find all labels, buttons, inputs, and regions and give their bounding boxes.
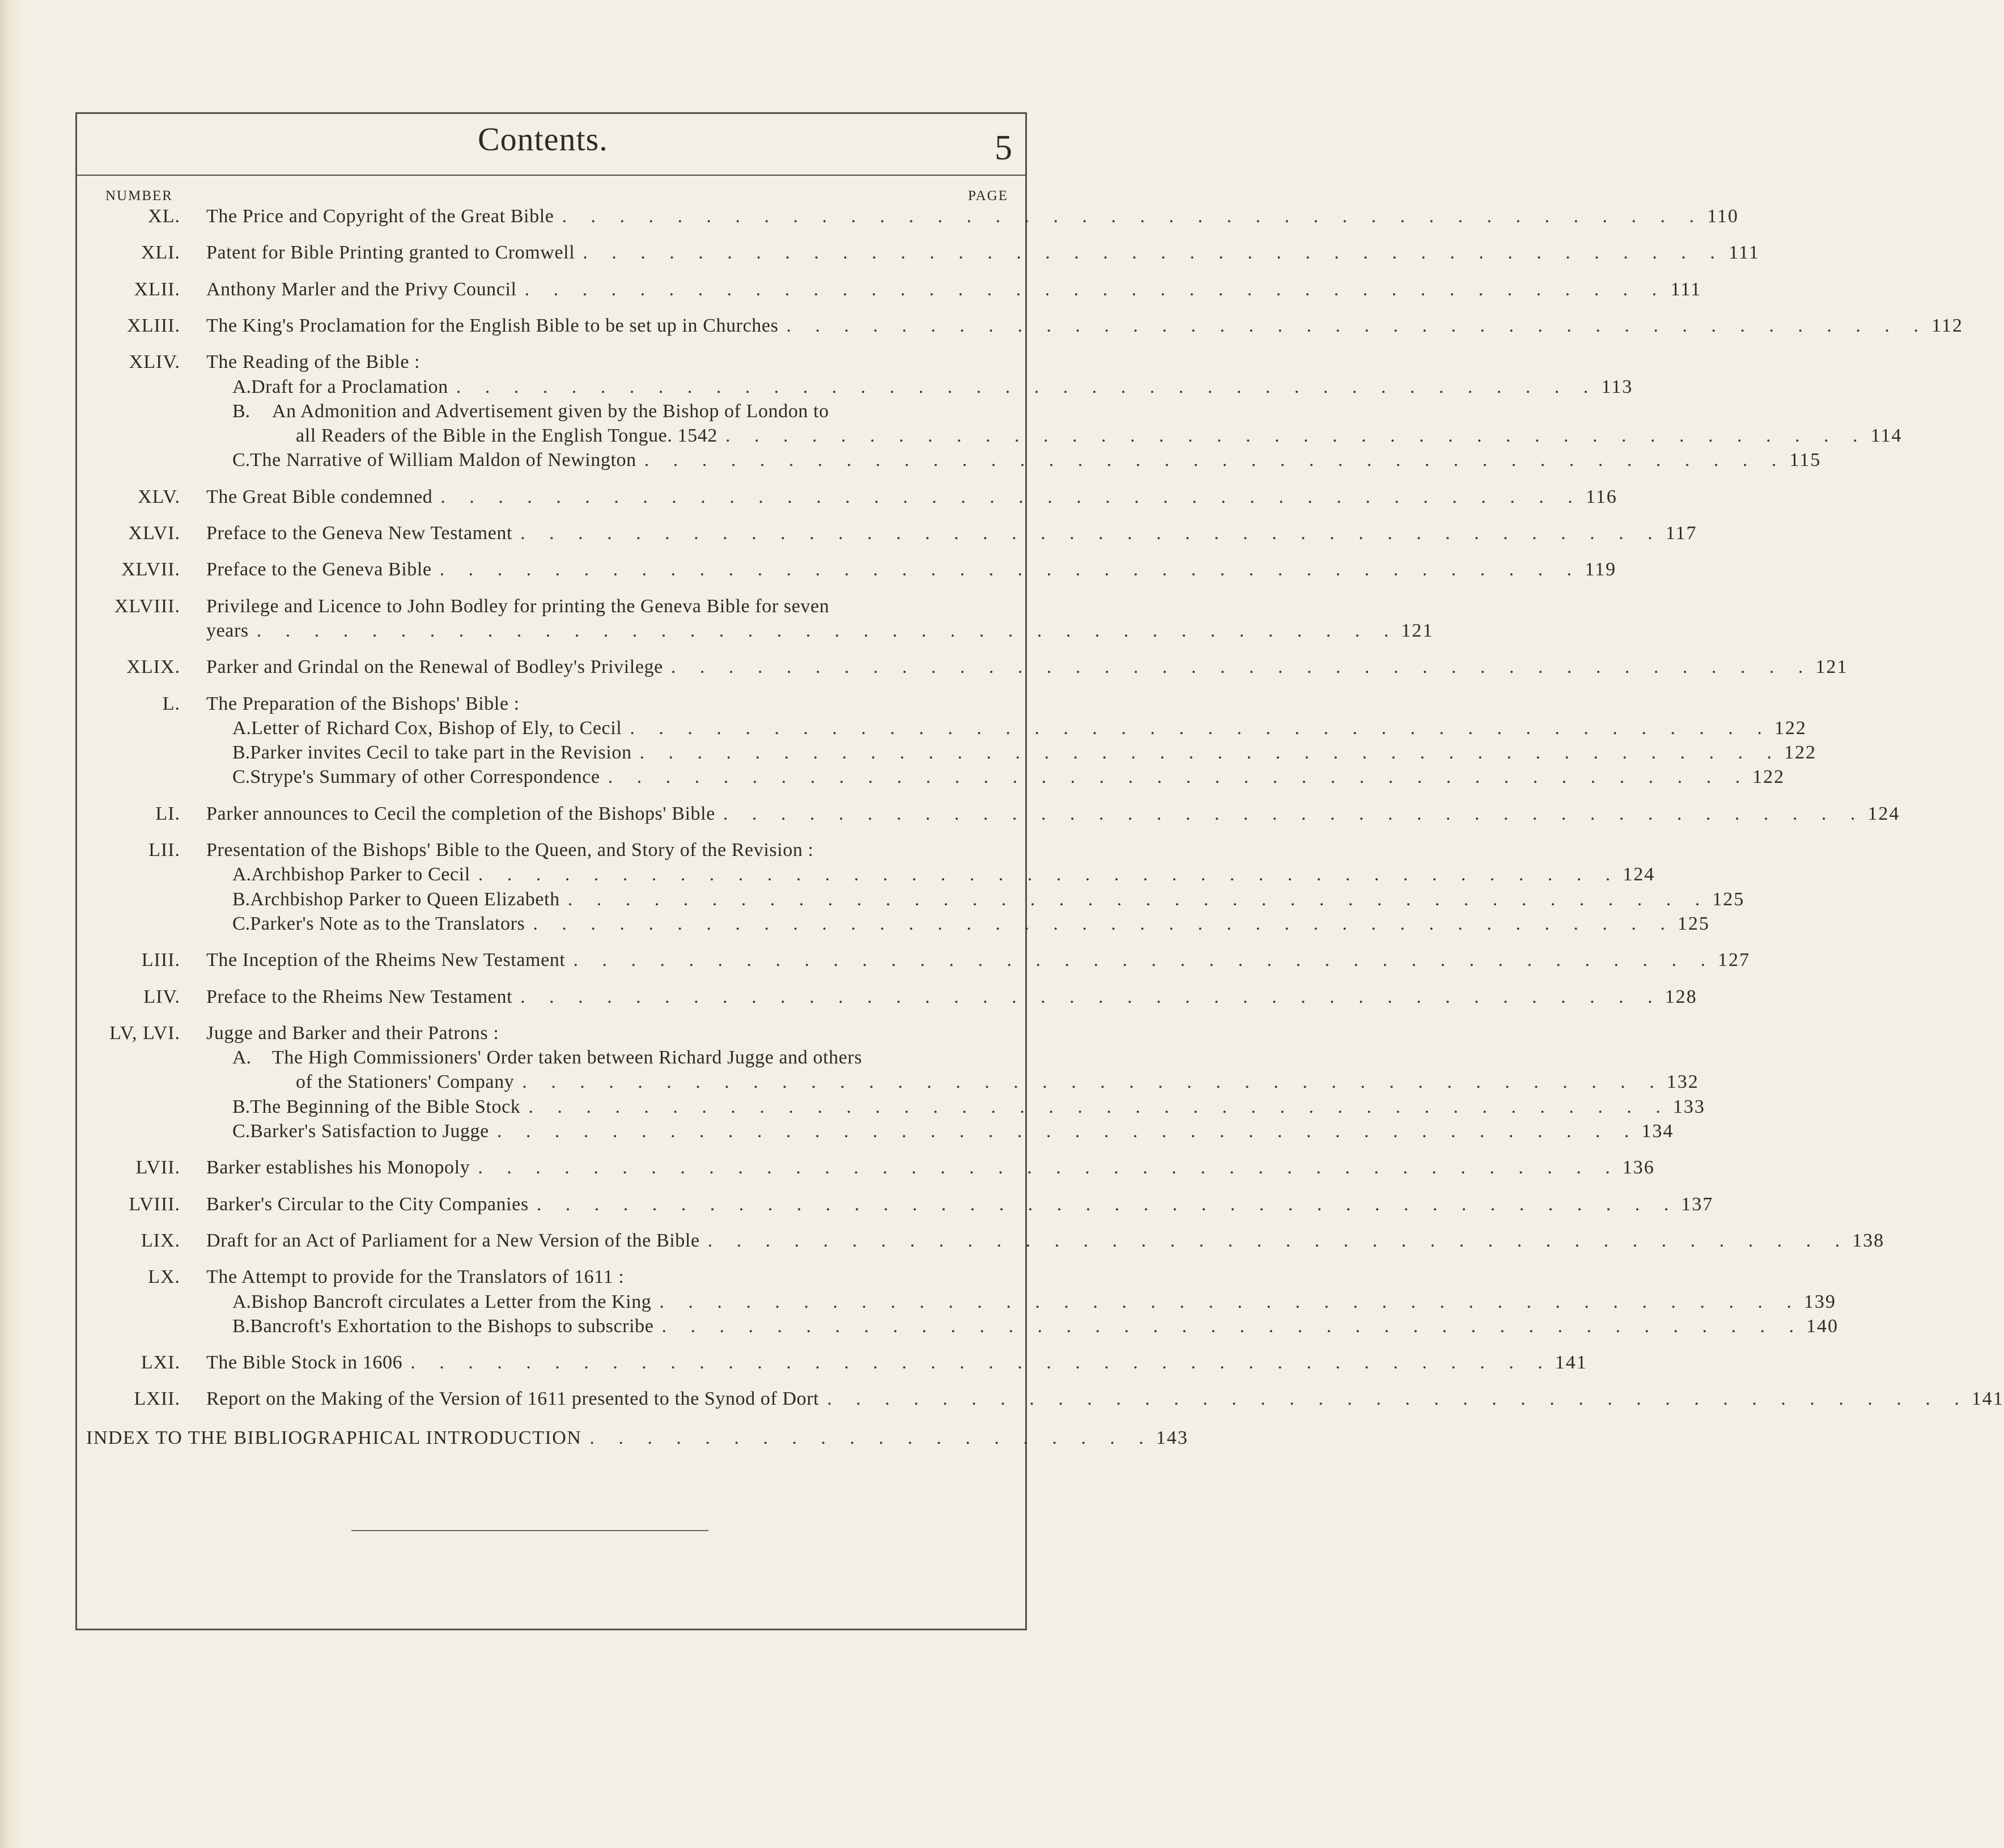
entry-title: The Inception of the Rheims New Testament — [206, 950, 566, 971]
page-number: 5 — [995, 129, 1012, 167]
entry-title: The King's Proclamation for the English Bible to be set up in Churches — [206, 315, 779, 336]
entry-title: The Bible Stock in 1606 — [206, 1352, 403, 1374]
toc-line — [206, 692, 1020, 717]
entry-title: Parker and Grindal on the Renewal of Bodley's Privilege — [206, 656, 663, 678]
entry-page-number: 117 — [1665, 523, 1697, 544]
leader-dots: . . . . . . . . . . . . . . . . . . . . . . . . . . . . . . . . . . . . . . . . — [496, 1121, 1639, 1142]
entry-title: Patent for Bible Printing granted to Cromwell — [206, 242, 575, 264]
entry-title: The Attempt to provide for the Translators of 1611 : — [206, 1266, 625, 1288]
entry-title: The Beginning of the Bible Stock — [250, 1096, 521, 1117]
toc-line — [232, 765, 1785, 790]
leader-dots: . . . . . . . . . . . . . . . . . . . . . . . . . . . . . . . . . . . . . . . . — [439, 559, 1582, 580]
leader-dots: . . . . . . . . . . . . . . . . . . . . . . . . . . . . . . . . . . . . . . . . — [522, 1071, 1664, 1093]
sub-entry-letter: A. — [232, 376, 252, 397]
toc-line — [296, 1070, 1699, 1095]
sub-entry-letter: A. — [232, 1291, 252, 1312]
entry-number: XLI. — [141, 242, 180, 264]
sub-entry-letter: B. — [232, 400, 250, 422]
entry-page-number: 141 — [1555, 1352, 1587, 1374]
entry-page-number: 110 — [1707, 206, 1739, 227]
entry-title: Parker's Note as to the Translators — [250, 913, 525, 934]
sub-entry-letter: B. — [232, 888, 250, 910]
entry-title: The Preparation of the Bishops' Bible : — [206, 693, 520, 714]
entry-number: LIII. — [141, 950, 180, 971]
entry-title: Draft for a Proclamation — [251, 376, 448, 397]
toc-line — [206, 802, 1900, 826]
entry-page-number: 124 — [1867, 803, 1900, 824]
leader-dots: . . . . . . . . . . . . . . . . . . . . . . . . . . . . . . . . . . . . . . . . — [478, 1157, 1620, 1179]
leader-dots: . . . . . . . . . . . . . . . . . . . . . . . . . . . . . . . . . . . . . . . . — [536, 1193, 1679, 1215]
leader-dots: . . . . . . . . . . . . . . . . . . . . . . . . . . . . . . . . . . . . . . . . — [723, 803, 1865, 824]
leader-dots: . . . . . . . . . . . . . . . . . . . . . . . . . . . . . . . . . . . . . . . . — [644, 450, 1786, 471]
entry-title: The Great Bible condemned — [206, 486, 433, 507]
toc-line — [232, 862, 1655, 887]
toc-line — [206, 1021, 1020, 1046]
leader-dots: . . . . . . . . . . . . . . . . . . . . — [589, 1427, 1153, 1448]
entry-page-number: 141 — [1971, 1388, 2004, 1410]
entry-title: Barker's Satisfaction to Jugge — [250, 1121, 489, 1142]
entry-page-number: 134 — [1641, 1121, 1674, 1142]
entry-page-number: 125 — [1712, 888, 1745, 910]
entry-title: Letter of Richard Cox, Bishop of Ely, to Cecil — [251, 717, 622, 739]
entry-number: LXII. — [134, 1388, 180, 1410]
toc-line — [232, 716, 1807, 741]
entry-title: Bishop Bancroft circulates a Letter from the King — [251, 1291, 652, 1312]
entry-page-number: 113 — [1601, 376, 1633, 397]
toc-line — [206, 521, 1697, 546]
leader-dots: . . . . . . . . . . . . . . . . . . . . . . . . . . . . . . . . . . . . . . . . — [256, 620, 1399, 641]
entry-page-number: 116 — [1586, 486, 1617, 507]
entry-page-number: 111 — [1670, 278, 1702, 300]
leader-dots: . . . . . . . . . . . . . . . . . . . . . . . . . . . . . . . . . . . . . . . . — [520, 986, 1662, 1007]
leader-dots: . . . . . . . . . . . . . . . . . . . . . . . . . . . . . . . . . . . . . . . . — [528, 1096, 1670, 1117]
closing-rule — [351, 1530, 708, 1531]
entry-number: LX. — [148, 1266, 180, 1288]
entry-page-number: 139 — [1803, 1291, 1836, 1312]
sub-entry-letter: A. — [232, 1047, 252, 1069]
entry-title: Presentation of the Bishops' Bible to the Queen, and Story of the Revision : — [206, 840, 814, 861]
entry-title: Barker establishes his Monopoly — [206, 1157, 470, 1179]
sub-entry-letter: C. — [232, 766, 250, 788]
entry-title: Draft for an Act of Parliament for a New Version of the Bible — [206, 1230, 700, 1251]
leader-dots: . . . . . . . . . . . . . . . . . . . . . . . . . . . . . . . . . . . . . . . . — [661, 1315, 1803, 1337]
entry-page-number: 124 — [1623, 864, 1655, 885]
entry-number: XLIX. — [126, 656, 180, 678]
toc-line — [232, 1095, 1705, 1120]
leader-dots: . . . . . . . . . . . . . . . . . . . . . . . . . . . . . . . . . . . . . . . . — [670, 656, 1813, 678]
page-column-label: PAGE — [968, 188, 1008, 204]
leader-dots: . . . . . . . . . . . . . . . . . . . . . . . . . . . . . . . . . . . . . . . . — [478, 864, 1620, 885]
leader-dots: . . . . . . . . . . . . . . . . . . . . . . . . . . . . . . . . . . . . . . . . — [786, 315, 1928, 336]
entry-title: all Readers of the Bible in the English Tongue. 1542 — [296, 425, 717, 447]
leader-dots: . . . . . . . . . . . . . . . . . . . . . . . . . . . . . . . . . . . . . . . . — [524, 278, 1667, 300]
toc-line — [206, 1155, 1655, 1180]
leader-dots: . . . . . . . . . . . . . . . . . . . . . . . . . . . . . . . . . . . . . . . . — [659, 1291, 1801, 1312]
sub-entry-letter: B. — [232, 1096, 250, 1117]
leader-dots: . . . . . . . . . . . . . . . . . . . . . . . . . . . . . . . . . . . . . . . . — [410, 1352, 1552, 1374]
entry-title: Preface to the Geneva New Testament — [206, 523, 513, 544]
entry-number: LII. — [148, 840, 180, 861]
entry-title: Preface to the Geneva Bible — [206, 559, 432, 580]
page-title: Contents. — [478, 121, 608, 158]
toc-line — [206, 1350, 1587, 1375]
leader-dots: . . . . . . . . . . . . . . . . . . . . . . . . . . . . . . . . . . . . . . . . — [562, 206, 1704, 227]
sub-entry-letter: C. — [232, 913, 250, 934]
entry-page-number: 138 — [1852, 1230, 1885, 1251]
entry-page-number: 128 — [1665, 986, 1697, 1007]
toc-line — [232, 887, 1745, 912]
toc-line — [206, 838, 1020, 863]
entry-number: LVII. — [135, 1157, 180, 1179]
toc-line — [232, 1314, 1839, 1339]
toc-line — [232, 1045, 1020, 1070]
leader-dots: . . . . . . . . . . . . . . . . . . . . . . . . . . . . . . . . . . . . . . . . — [520, 523, 1662, 544]
entry-number: XLV. — [138, 486, 180, 507]
entry-page-number: 119 — [1585, 559, 1617, 580]
entry-page-number: 136 — [1622, 1157, 1655, 1179]
leader-dots: . . . . . . . . . . . . . . . . . . . . . . . . . . . . . . . . . . . . . . . . — [567, 888, 1710, 910]
sub-entry-letter: C. — [232, 450, 250, 471]
entry-number: LV, LVI. — [109, 1022, 180, 1044]
entry-number: LIV. — [143, 986, 180, 1007]
sub-entry-letter: B. — [232, 1315, 250, 1337]
entry-page-number: 137 — [1681, 1193, 1714, 1215]
entry-number: XL. — [148, 206, 180, 227]
entry-title: Privilege and Licence to John Bodley for printing the Geneva Bible for seven — [206, 595, 830, 617]
entry-title: Archbishop Parker to Cecil — [251, 864, 470, 885]
toc-line — [232, 448, 1822, 473]
leader-dots: . . . . . . . . . . . . . . . . . . . . . . . . . . . . . . . . . . . . . . . . — [440, 486, 1582, 507]
leader-dots: . . . . . . . . . . . . . . . . . . . . . . . . . . . . . . . . . . . . . . . . — [630, 717, 1772, 739]
entry-number: XLVII. — [121, 559, 180, 580]
leader-dots: . . . . . . . . . . . . . . . . . . . . . . . . . . . . . . . . . . . . . . . . — [639, 742, 1782, 764]
entry-page-number: 122 — [1752, 766, 1785, 788]
leader-dots: . . . . . . . . . . . . . . . . . . . . . . . . . . . . . . . . . . . . . . . . — [827, 1388, 1969, 1410]
entry-number: L. — [162, 693, 180, 714]
entry-page-number: 114 — [1870, 425, 1903, 447]
entry-title: Report on the Making of the Version of 1611 presented to the Synod of Dort — [206, 1388, 820, 1410]
toc-line — [206, 240, 1760, 265]
sub-entry-letter: C. — [232, 1121, 250, 1142]
entry-page-number: 121 — [1401, 620, 1434, 641]
index-entry — [86, 1426, 1188, 1451]
entry-title: of the Stationers' Company — [296, 1071, 515, 1093]
leader-dots: . . . . . . . . . . . . . . . . . . . . . . . . . . . . . . . . . . . . . . . . — [725, 425, 1867, 447]
toc-line — [232, 912, 1710, 936]
entry-page-number: 115 — [1789, 450, 1822, 471]
entry-title: Archbishop Parker to Queen Elizabeth — [250, 888, 560, 910]
entry-title: Anthony Marler and the Privy Council — [206, 278, 517, 300]
entry-page-number: 122 — [1774, 717, 1807, 739]
leader-dots: . . . . . . . . . . . . . . . . . . . . . . . . . . . . . . . . . . . . . . . . — [608, 766, 1750, 788]
entry-page-number: 133 — [1672, 1096, 1705, 1117]
leader-dots: . . . . . . . . . . . . . . . . . . . . . . . . . . . . . . . . . . . . . . . . — [456, 376, 1598, 397]
toc-line — [206, 1265, 1020, 1290]
toc-line — [232, 1290, 1836, 1315]
toc-line — [206, 204, 1739, 229]
toc-line — [232, 375, 1633, 400]
entry-page-number: 125 — [1677, 913, 1710, 934]
toc-line — [232, 1119, 1674, 1144]
entry-title: Parker invites Cecil to take part in the Revision — [250, 742, 632, 764]
index-entry-title: INDEX TO THE BIBLIOGRAPHICAL INTRODUCTION — [86, 1427, 582, 1448]
index-page-number: 143 — [1156, 1427, 1188, 1448]
entry-number: XLVIII. — [114, 595, 180, 617]
entry-number: XLIV. — [129, 351, 180, 373]
entry-page-number: 112 — [1931, 315, 1963, 336]
toc-line — [206, 655, 1848, 680]
number-column-label: NUMBER — [105, 188, 173, 204]
leader-dots: . . . . . . . . . . . . . . . . . . . . . . . . . . . . . . . . . . . . . . . . — [707, 1230, 1850, 1251]
toc-line — [206, 618, 1434, 643]
entry-number: XLIII. — [127, 315, 180, 336]
entry-title: Bancroft's Exhortation to the Bishops to subscribe — [250, 1315, 654, 1337]
entry-page-number: 121 — [1815, 656, 1848, 678]
entry-number: LVIII. — [129, 1193, 180, 1215]
toc-line — [206, 948, 1750, 973]
toc-line — [206, 1192, 1714, 1217]
entry-title: The Price and Copyright of the Great Bible — [206, 206, 554, 227]
entry-number: XLII. — [134, 278, 180, 300]
entry-page-number: 140 — [1806, 1315, 1839, 1337]
entry-title: The High Commissioners' Order taken between Richard Jugge and others — [272, 1047, 863, 1069]
entry-title: The Narrative of William Maldon of Newington — [250, 450, 636, 471]
entry-title: Strype's Summary of other Correspondence — [250, 766, 600, 788]
sub-entry-letter: A. — [232, 864, 252, 885]
entry-number: LIX. — [141, 1230, 180, 1251]
entry-page-number: 132 — [1666, 1071, 1699, 1093]
leader-dots: . . . . . . . . . . . . . . . . . . . . . . . . . . . . . . . . . . . . . . . . — [583, 242, 1725, 264]
toc-line — [206, 557, 1617, 582]
entry-page-number: 127 — [1717, 950, 1750, 971]
toc-line — [232, 740, 1817, 765]
toc-line — [206, 313, 1963, 338]
entry-title: Barker's Circular to the City Companies — [206, 1193, 529, 1215]
toc-line — [296, 423, 1903, 448]
entry-title: years — [206, 620, 249, 641]
toc-line — [206, 1387, 2004, 1412]
toc-line — [206, 1228, 1885, 1253]
leader-dots: . . . . . . . . . . . . . . . . . . . . . . . . . . . . . . . . . . . . . . . . — [573, 950, 1715, 971]
toc-line — [206, 277, 1702, 302]
entry-title: Preface to the Rheims New Testament — [206, 986, 513, 1007]
entry-title: An Admonition and Advertisement given by the Bishop of London to — [272, 400, 829, 422]
toc-line — [232, 399, 1020, 424]
toc-line — [206, 985, 1697, 1010]
toc-line — [206, 350, 1020, 375]
sub-entry-letter: B. — [232, 742, 250, 764]
entry-title: The Reading of the Bible : — [206, 351, 421, 373]
toc-line — [206, 485, 1617, 510]
leader-dots: . . . . . . . . . . . . . . . . . . . . . . . . . . . . . . . . . . . . . . . . — [533, 913, 1675, 934]
sub-entry-letter: A. — [232, 717, 252, 739]
entry-number: XLVI. — [128, 523, 180, 544]
entry-page-number: 111 — [1729, 242, 1760, 264]
header-rule — [75, 175, 1027, 176]
entry-number: LI. — [155, 803, 180, 824]
entry-page-number: 122 — [1784, 742, 1817, 764]
entry-title: Parker announces to Cecil the completion of the Bishops' Bible — [206, 803, 715, 824]
toc-line — [206, 594, 1020, 619]
entry-number: LXI. — [141, 1352, 180, 1374]
entry-title: Jugge and Barker and their Patrons : — [206, 1022, 499, 1044]
